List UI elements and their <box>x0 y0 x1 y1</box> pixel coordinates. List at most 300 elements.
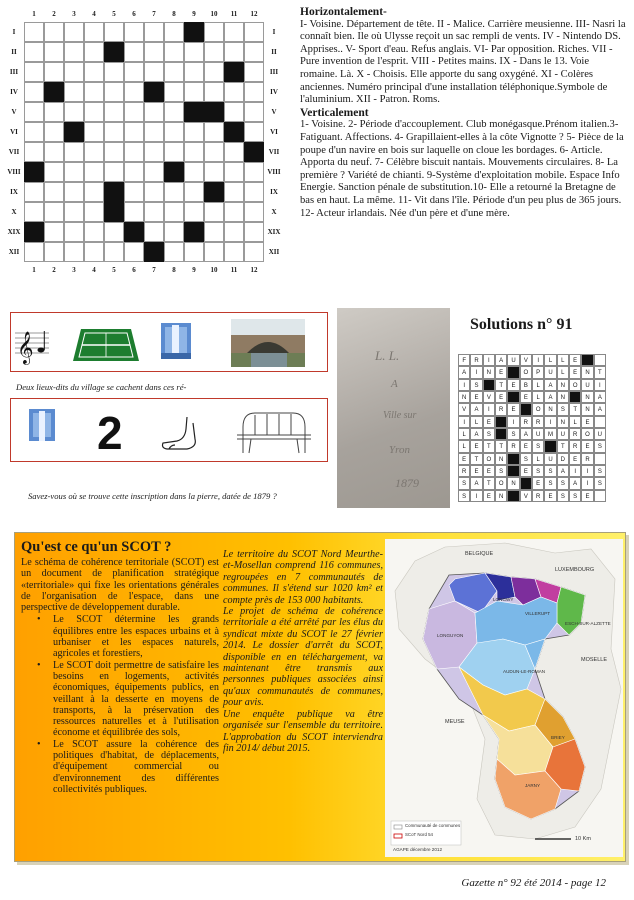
crossword-cell <box>84 242 104 262</box>
crossword-cell <box>24 82 44 102</box>
rebus-images-1 <box>11 313 327 371</box>
solution-black-cell <box>495 416 507 428</box>
crossword-black-cell <box>144 242 164 262</box>
map-credit: AGAPE décembre 2012 <box>393 847 443 852</box>
crossword-column-number: 5 <box>112 10 116 18</box>
crossword-row-number: I <box>272 28 276 36</box>
solution-cell <box>594 354 606 366</box>
crossword-row-number: VI <box>270 128 278 136</box>
rebus-caption-2: Savez-vous où se trouve cette inscription dans la pierre, datée de 1879 ? <box>28 491 277 501</box>
map-label-esch: ESCH-SUR-ALZETTE <box>565 621 611 626</box>
crossword-column-number: 2 <box>52 266 56 274</box>
crossword-cell <box>24 42 44 62</box>
crossword-cell <box>144 222 164 242</box>
crossword-cell <box>44 102 64 122</box>
solution-cell: V <box>458 403 470 415</box>
rebus-box-1 <box>10 312 328 372</box>
crossword-cell <box>124 182 144 202</box>
crossword-cell <box>244 202 264 222</box>
crossword-row-number: IX <box>10 188 18 196</box>
solution-cell: E <box>495 366 507 378</box>
solution-cell: P <box>532 366 544 378</box>
crossword-column-number: 8 <box>172 266 176 274</box>
solution-cell: U <box>581 379 593 391</box>
crossword-black-cell <box>164 162 184 182</box>
scot-paragraph-2: Le projet de schéma de cohérence territoriale a été arrêté par les élus du syndicat mixte du SCOT le 27 février 2014. Le dossier d'arrêt du SCOT, disponible en en téléchargement, va maintenant être transmis aux personnes publiques associées ainsi qu'aux communautés de communes, pour avis. <box>223 606 383 709</box>
solution-cell: R <box>569 440 581 452</box>
crossword-cell <box>184 162 204 182</box>
solution-cell: E <box>569 354 581 366</box>
crossword-cell <box>144 22 164 42</box>
crossword-cell <box>184 202 204 222</box>
solution-black-cell <box>507 465 519 477</box>
solution-cell: T <box>557 440 569 452</box>
solution-cell: E <box>569 366 581 378</box>
crossword-cell <box>204 202 224 222</box>
crossword-cell <box>64 22 84 42</box>
solution-cell: N <box>507 477 519 489</box>
crossword-cell <box>44 202 64 222</box>
solution-cell: I <box>581 465 593 477</box>
solution-cell: U <box>557 428 569 440</box>
solution-cell: A <box>557 465 569 477</box>
solution-cell: E <box>569 453 581 465</box>
solution-cell: R <box>532 416 544 428</box>
crossword-cell <box>24 202 44 222</box>
solution-cell: T <box>594 366 606 378</box>
solution-cell: T <box>569 403 581 415</box>
solution-black-cell <box>507 391 519 403</box>
crossword-cell <box>24 102 44 122</box>
crossword-grid <box>24 22 264 262</box>
crossword-cell <box>64 162 84 182</box>
crossword-row-number: V <box>271 108 277 116</box>
crossword-cell <box>64 242 84 262</box>
crossword-cell <box>164 142 184 162</box>
solution-cell: V <box>483 391 495 403</box>
inscription-line-3: Ville sur <box>383 410 417 421</box>
crossword-cell <box>164 122 184 142</box>
crossword-column-number: 11 <box>230 10 238 18</box>
crossword-row-number: X <box>271 208 277 216</box>
solution-cell: I <box>483 354 495 366</box>
solution-cell: A <box>520 428 532 440</box>
solution-cell: T <box>483 440 495 452</box>
crossword-cell <box>24 242 44 262</box>
crossword-black-cell <box>124 222 144 242</box>
crossword-row-number: IV <box>10 88 18 96</box>
solution-cell: L <box>557 366 569 378</box>
solution-cell: V <box>520 490 532 502</box>
crossword-column-number: 3 <box>72 266 76 274</box>
solution-cell: A <box>594 391 606 403</box>
crossword-cell <box>204 82 224 102</box>
scot-panel <box>14 532 626 862</box>
crossword-column-number: 6 <box>132 10 136 18</box>
page-footer: Gazette n° 92 été 2014 - page 12 <box>461 877 606 889</box>
solution-cell: N <box>581 403 593 415</box>
crossword-column-number: 8 <box>172 10 176 18</box>
crossword-cell <box>224 202 244 222</box>
waterfall-image <box>29 409 55 441</box>
solution-cell: S <box>483 428 495 440</box>
crossword-cell <box>24 182 44 202</box>
map-label-belgique: BELGIQUE <box>465 551 494 557</box>
crossword-cell <box>144 122 164 142</box>
crossword-row-number: II <box>11 48 17 56</box>
solution-cell: R <box>532 490 544 502</box>
solution-cell: N <box>483 366 495 378</box>
crossword-cell <box>184 242 204 262</box>
crossword-cell <box>84 162 104 182</box>
crossword-cell <box>104 82 124 102</box>
crossword-cell <box>144 182 164 202</box>
crossword-cell <box>44 182 64 202</box>
crossword-row-number: X <box>11 208 17 216</box>
crossword-cell <box>224 162 244 182</box>
crossword-column-number: 10 <box>210 10 218 18</box>
crossword-cell <box>204 142 224 162</box>
crossword-row-number: V <box>11 108 17 116</box>
crossword-black-cell <box>24 222 44 242</box>
waterfall-image <box>161 323 191 359</box>
solution-cell: U <box>594 428 606 440</box>
crossword-cell <box>84 42 104 62</box>
solution-cell: O <box>581 428 593 440</box>
crossword-cell <box>24 62 44 82</box>
solution-cell: M <box>544 428 556 440</box>
solution-cell: S <box>532 465 544 477</box>
solution-cell: A <box>544 391 556 403</box>
solution-cell: E <box>520 465 532 477</box>
solution-cell: S <box>544 465 556 477</box>
solution-cell: A <box>470 403 482 415</box>
solution-black-cell <box>520 403 532 415</box>
inscription-line-2: A <box>391 378 398 390</box>
solution-cell: A <box>470 477 482 489</box>
crossword-row-number: XIX <box>267 228 281 236</box>
solution-cell: R <box>581 453 593 465</box>
rebus-box-2 <box>10 398 328 462</box>
crossword-cell <box>64 62 84 82</box>
crossword-column-number: 3 <box>72 10 76 18</box>
crossword-cell <box>124 22 144 42</box>
solution-cell: E <box>483 465 495 477</box>
crossword-column-number: 2 <box>52 10 56 18</box>
solution-cell: A <box>495 354 507 366</box>
crossword-cell <box>104 222 124 242</box>
crossword-cell <box>144 42 164 62</box>
crossword-cell <box>24 22 44 42</box>
solution-cell <box>594 490 606 502</box>
solution-cell: L <box>458 440 470 452</box>
crossword-column-number: 12 <box>250 266 258 274</box>
map-label-longwy: LONGWY <box>493 597 514 602</box>
solution-cell <box>594 453 606 465</box>
crossword-black-cell <box>64 122 84 142</box>
crossword-cell <box>44 142 64 162</box>
tennis-court-icon <box>73 329 139 361</box>
crossword-row-number: VII <box>268 148 280 156</box>
solution-cell: U <box>544 453 556 465</box>
crossword-row-number: VIII <box>267 168 281 176</box>
solution-cell: S <box>557 490 569 502</box>
crossword-cell <box>144 202 164 222</box>
solution-cell: T <box>495 379 507 391</box>
crossword-cell <box>224 22 244 42</box>
crossword-cell <box>184 62 204 82</box>
crossword-cell <box>184 182 204 202</box>
solution-cell: I <box>458 416 470 428</box>
solution-cell: L <box>544 354 556 366</box>
solution-cell: E <box>458 453 470 465</box>
solution-cell: U <box>532 428 544 440</box>
crossword-cell <box>44 242 64 262</box>
solution-cell: F <box>458 354 470 366</box>
crossword-cell <box>224 82 244 102</box>
crossword-column-number: 9 <box>192 10 196 18</box>
crossword-column-number: 9 <box>192 266 196 274</box>
solution-black-cell <box>520 477 532 489</box>
solution-cell: E <box>507 403 519 415</box>
crossword-cell <box>244 242 264 262</box>
crossword-row-number: III <box>9 68 19 76</box>
crossword-cell <box>64 82 84 102</box>
solution-cell: I <box>581 477 593 489</box>
scot-bullet-3: • Le SCOT assure la cohérence des politiques d'habitat, de déplacements, d'équipement commercial ou d'environnement des différentes collectivités publiques. <box>37 739 219 795</box>
inscription-line-5: 1879 <box>395 476 419 490</box>
crossword-cell <box>24 122 44 142</box>
solution-cell: V <box>520 354 532 366</box>
solution-cell: S <box>594 477 606 489</box>
solution-cell: E <box>520 440 532 452</box>
scot-territory-map <box>385 539 623 857</box>
map-label-briey: BRIEY <box>551 735 565 740</box>
crossword-cell <box>244 62 264 82</box>
solution-cell: A <box>569 477 581 489</box>
crossword-cell <box>124 82 144 102</box>
crossword-black-cell <box>184 22 204 42</box>
solution-cell: I <box>470 366 482 378</box>
inscription-line-4: Yron <box>389 444 410 456</box>
solution-cell: E <box>483 416 495 428</box>
crossword-black-cell <box>24 162 44 182</box>
crossword-cell <box>164 82 184 102</box>
crossword-cell <box>244 82 264 102</box>
crossword-cell <box>124 202 144 222</box>
crossword-cell <box>184 122 204 142</box>
crossword-cell <box>64 182 84 202</box>
solution-black-cell <box>507 366 519 378</box>
solution-cell: N <box>557 416 569 428</box>
crossword-cell <box>204 62 224 82</box>
crossword-row-number: IX <box>270 188 278 196</box>
crossword-cell <box>64 42 84 62</box>
crossword-black-cell <box>224 62 244 82</box>
crossword-row-number: VIII <box>7 168 21 176</box>
solution-black-cell <box>581 354 593 366</box>
crossword-row-number: I <box>12 28 16 36</box>
crossword-cell <box>244 102 264 122</box>
solution-cell: T <box>470 453 482 465</box>
crossword-cell <box>144 102 164 122</box>
solution-cell: L <box>532 379 544 391</box>
crossword-cell <box>84 22 104 42</box>
solution-cell: L <box>532 453 544 465</box>
crossword-cell <box>44 222 64 242</box>
solution-cell: N <box>581 391 593 403</box>
solution-cell: E <box>507 379 519 391</box>
stone-inscription-photo <box>337 308 450 508</box>
crossword-cell <box>104 22 124 42</box>
bridge-photo-image <box>231 319 305 367</box>
crossword-column-number: 5 <box>112 266 116 274</box>
solution-cell: R <box>458 465 470 477</box>
crossword-column-number: 7 <box>152 10 156 18</box>
crossword-cell <box>224 182 244 202</box>
crossword-row-number: III <box>269 68 279 76</box>
crossword-cell <box>244 162 264 182</box>
crossword-black-cell <box>244 142 264 162</box>
crossword-column-number: 4 <box>92 10 96 18</box>
crossword-cell <box>124 62 144 82</box>
crossword-cell <box>44 62 64 82</box>
crossword-column-number: 6 <box>132 266 136 274</box>
solution-cell: S <box>544 477 556 489</box>
crossword-cell <box>164 182 184 202</box>
solutions-grid <box>458 354 606 502</box>
map-label-audun: AUDUN-LE-ROMAN <box>503 669 546 674</box>
crossword-cell <box>24 142 44 162</box>
solution-cell: T <box>495 440 507 452</box>
crossword-cell <box>144 142 164 162</box>
vertical-heading: Verticalement <box>300 106 369 119</box>
crossword-black-cell <box>184 222 204 242</box>
scot-paragraph-1: Le territoire du SCOT Nord Meurthe-et-Mosellan comprend 116 communes, regroupées en 7 communautés de communes. Il s'étend sur 1020 km² et compte près de 153 000 habitants. <box>223 549 383 606</box>
crossword-black-cell <box>224 122 244 142</box>
crossword-black-cell <box>104 42 124 62</box>
crossword-cell <box>224 242 244 262</box>
solution-cell: O <box>520 366 532 378</box>
crossword-column-number: 7 <box>152 266 156 274</box>
solution-cell: R <box>507 440 519 452</box>
solution-cell: T <box>483 477 495 489</box>
crossword-cell <box>244 182 264 202</box>
crossword-cell <box>124 122 144 142</box>
solution-cell <box>594 416 606 428</box>
scot-bullet-1: • Le SCOT détermine les grands équilibres entre les espaces urbains et à urbaniser et les espaces naturels, agricoles et forestiers, <box>37 614 219 659</box>
scot-column-2 <box>223 549 383 754</box>
crossword-cell <box>124 42 144 62</box>
crossword-cell <box>164 202 184 222</box>
crossword-black-cell <box>204 102 224 122</box>
crossword-cell <box>204 222 224 242</box>
scot-paragraph-3: Une enquête publique va être organisée sur l'ensemble du territoire. L'approbation du SCOT interviendra fin 2014/ début 2015. <box>223 708 383 754</box>
solution-cell: I <box>458 379 470 391</box>
solution-cell: R <box>495 403 507 415</box>
solution-cell: S <box>470 379 482 391</box>
arm-drawing-icon <box>163 417 196 449</box>
solution-cell: D <box>557 453 569 465</box>
crossword-black-cell <box>144 82 164 102</box>
solution-cell: L <box>532 391 544 403</box>
crossword-cell <box>104 102 124 122</box>
crossword-cell <box>124 102 144 122</box>
horizontal-clues: I- Voisine. Département de tête. II - Malice. Carrière meusienne. III- Nasri la connaît bien. Ile où Ulysse reçoit un sac rempli de vents. IV - Nintendo DS. Apprises.. V- Sport d'eau. Refus anglais. VI- Par opposition. Riches. VII - Pure invention de l'esprit. VIII - Petites mains. IX - Dans le 13. Voie romaine. Là. X - Choisis. Elle apporte du sang oxygéné. XI - Colères anciennes. Numéro principal d'une installation téléphonique.Symbole de l'aluminium. XII - Patron. Roms. <box>300 18 626 106</box>
crossword-row-number: XII <box>8 248 20 256</box>
crossword-black-cell <box>104 202 124 222</box>
music-note-icon <box>15 331 49 365</box>
crossword-cell <box>224 42 244 62</box>
crossword-cell <box>84 142 104 162</box>
solution-cell: E <box>581 440 593 452</box>
map-label-longuyon: LONGUYON <box>437 633 464 638</box>
solution-cell: E <box>495 391 507 403</box>
solution-black-cell <box>495 428 507 440</box>
crossword-cell <box>84 82 104 102</box>
solution-cell: N <box>557 379 569 391</box>
crossword-cell <box>84 102 104 122</box>
crossword-cell <box>104 142 124 162</box>
crossword-row-number: XIX <box>7 228 21 236</box>
crossword-cell <box>244 22 264 42</box>
solution-cell: O <box>569 379 581 391</box>
crossword-cell <box>124 162 144 182</box>
solution-cell: S <box>594 465 606 477</box>
solution-cell: A <box>594 403 606 415</box>
crossword-cell <box>244 42 264 62</box>
map-legend-1: Communauté de communes <box>405 823 461 828</box>
solution-cell: O <box>495 477 507 489</box>
scot-intro: Le schéma de cohérence territoriale (SCOT) est un document de planification stratégique «territoriale» qui fixe les orientations générales de l'organisation de l'espace, dans une perspective de développement durable. <box>21 557 219 614</box>
crossword-cell <box>204 122 224 142</box>
solution-cell: E <box>520 391 532 403</box>
scot-bullet-list <box>21 614 219 795</box>
solution-cell: I <box>470 490 482 502</box>
solution-cell: N <box>495 490 507 502</box>
solution-cell: A <box>470 428 482 440</box>
crossword-cell <box>64 222 84 242</box>
crossword-black-cell <box>204 182 224 202</box>
horizontal-heading: Horizontalement- <box>300 6 387 18</box>
crossword-column-number: 1 <box>32 10 36 18</box>
solution-black-cell <box>483 379 495 391</box>
solution-cell: E <box>544 490 556 502</box>
scot-title: Qu'est ce qu'un SCOT ? <box>21 539 172 555</box>
inscription-line-1: L. L. <box>375 348 400 363</box>
crossword-cell <box>204 162 224 182</box>
crossword-cell <box>44 22 64 42</box>
solution-cell: S <box>458 490 470 502</box>
solution-cell: E <box>470 465 482 477</box>
crossword-cell <box>204 242 224 262</box>
solution-cell: S <box>557 477 569 489</box>
solution-cell: L <box>458 428 470 440</box>
crossword-black-cell <box>104 182 124 202</box>
crossword-cell <box>164 22 184 42</box>
crossword-cell <box>124 242 144 262</box>
solution-cell: E <box>483 490 495 502</box>
crossword-cell <box>184 82 204 102</box>
solution-cell: E <box>581 416 593 428</box>
vertical-clues: 1- Voisine. 2- Période d'accouplement. Club monégasque.Prénom italien.3- Fatiguant. Affections. 4- Grapillaient-elles à la côte Vignotte ? 5- Pièce de la poupe d'un navire en bois sur laquelle on cloue les bordages. 6- Article. Apporta du neuf. 7- Célèbre biscuit nantais. Mouvements circulaires. 8- La première ? Variété de chianti. 9-Système d'exploitation mobile. Espace Info Energie. Sanction pénale de substitution.10- Elle a retourné la Bretagne de bas en haut. La même. 11- Vit dans l'île. Période d'un peu plus de 365 jours. 12- Acteur irlandais. Née d'un père et d'une mère. <box>300 119 624 219</box>
solution-cell: N <box>581 366 593 378</box>
crossword-cell <box>224 222 244 242</box>
rebus-caption-1: Deux lieux-dits du village se cachent dans ces ré- <box>16 382 187 392</box>
solution-cell: S <box>532 440 544 452</box>
solution-black-cell <box>507 453 519 465</box>
crossword-cell <box>104 242 124 262</box>
